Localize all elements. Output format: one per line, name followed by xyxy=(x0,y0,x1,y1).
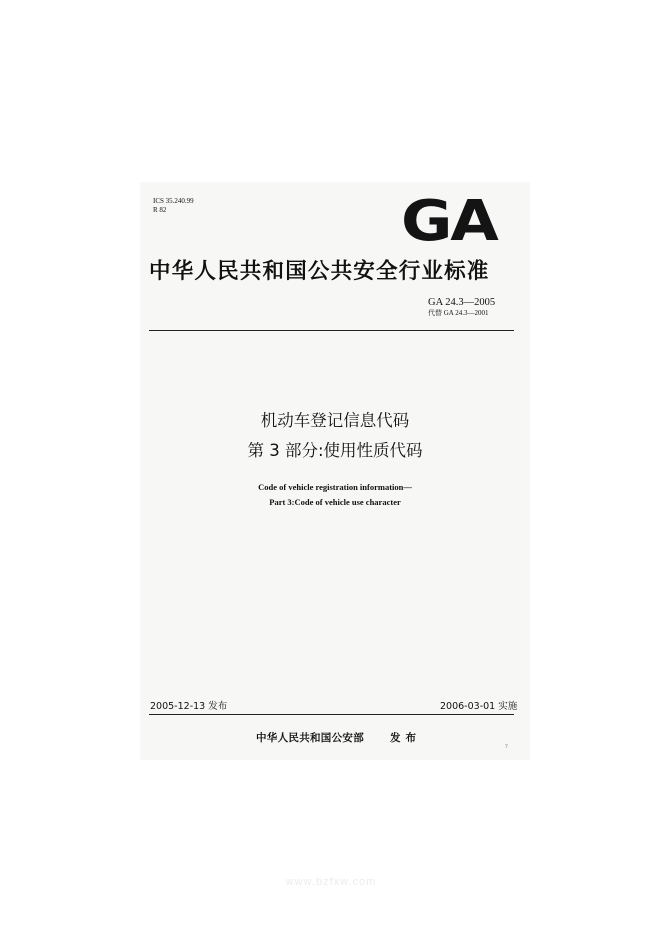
document-title-cn-line2: 第 3 部分:使用性质代码 xyxy=(247,441,423,460)
top-divider xyxy=(149,330,514,331)
ccs-code: R 82 xyxy=(153,206,167,214)
classification-codes xyxy=(153,197,194,215)
ics-code: ICS 35.240.99 xyxy=(153,197,194,205)
replaced-standard: 代替 GA 24.3—2001 xyxy=(428,309,489,317)
issuing-authority: 中华人民共和国公安部 xyxy=(256,732,364,744)
bottom-divider xyxy=(149,714,514,715)
document-title-en-line2: Part 3:Code of vehicle use character xyxy=(269,497,401,507)
issue-label: 发布 xyxy=(390,732,421,744)
standard-number: GA 24.3—2005 xyxy=(428,297,496,308)
website-watermark: www.bzfxw.com xyxy=(285,876,377,888)
document-title-en-line1: Code of vehicle registration information— xyxy=(258,482,412,492)
document-title-cn-line1: 机动车登记信息代码 xyxy=(260,411,410,430)
ga-logo: GA xyxy=(401,189,497,254)
issue-date: 2005-12-13 发布 xyxy=(150,701,228,712)
page-mark: ? xyxy=(505,744,508,750)
implementation-date: 2006-03-01 实施 xyxy=(440,701,518,712)
standard-category-title: 中华人民共和国公共安全行业标准 xyxy=(149,259,490,284)
